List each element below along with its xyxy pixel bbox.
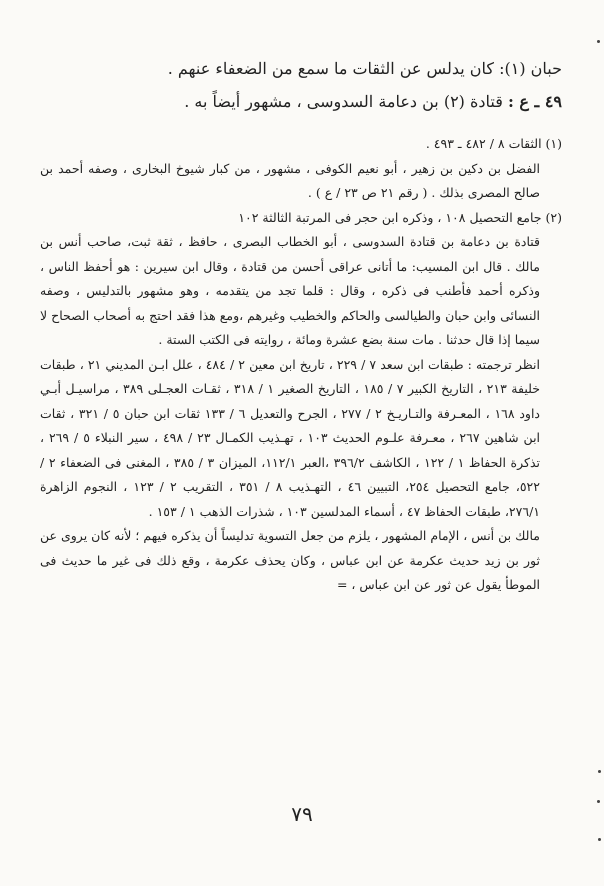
main-text [40, 52, 562, 118]
footnote-2-sources: انظر ترجمته : طبقات ابن سعد ٧ / ٢٢٩ ، تاريخ ابن معين ٢ / ٤٨٤ ، علل ابـن المديني ٢١ ، طبقات خليفة ٢١٣ ، التاريخ الكبير ٧ / ١٨٥ ، التاريخ الصغير ١ / ٣١٨ ، ثقـات العجـلى ٣٨٩ ، مراسيـل أبـي داود ١٦٨ ، المعـرفة والتـاريـخ ٢ / ٢٧٧ ، الجرح والتعديل ٦ / ١٣٣ ثقات ابن حبان ٥ / ٣٢١ ، ثقات ابن شاهين ٢٦٧ ، معـرفة علـوم الحديث ١٠٣ ، تهـذيب الكمـال ٢٣ / ٤٩٨ ، سير النبلاء ٥ / ٢٦٩ ، تذكرة الحفاظ ١ / ١٢٢ ، الكاشف ٣٩٦/٢ ،العبر ١١٢/١، الميزان ٣ / ٣٨٥ ، المغنى فى الضعفاء ٢ / ٥٢٢، جامع التحصيل ٢٥٤، التبيين ٤٦ ، التهـذيب ٨ / ٣٥١ ، التقريب ٢ / ١٢٣ ، النجوم الزاهرة ٢٧٦/١، طبقات الحفاظ ٤٧ ، أسماء المدلسين ١٠٣ ، شذرات الذهب ١ / ١٥٣ . [40, 356, 541, 519]
entry-text: قتادة (٢) بن دعامة السدوسى ، مشهور أيضاً به . [184, 92, 503, 111]
footnote-2-bio: قتادة بن دعامة بن قتادة السدوسى ، أبو الخطاب البصرى ، حافظ ، ثقة ثبت، صاحب أنس بن مالك . قال ابن المسيب: ما أتانى عراقى أحسن من قتادة ، وقال ابن سيرين : هو أحفظ الناس ، وذكره أحمد فأطنب فى ذكره ، وقال : قلما تجد من يتقدمه ، وهو مشهور بالتدليس ، وصفه النسائى وابن حبان والطيالسى والحاكم والخطيب وغيرهم ،ومع هذا فقد احتج به أصحاب الصحاح لا سيما إذا قال حدثنا . مات سنة بضع عشرة ومائة ، روايته فى الكتب الستة . [40, 234, 540, 347]
margin-mark [598, 770, 601, 773]
main-line-1: حبان (١): كان يدلس عن الثقات ما سمع من الضعفاء عنهم . [167, 59, 562, 78]
footnote-2: (٢) جامع التحصيل ١٠٨ ، وذكره ابن حجر فى المرتبة الثالثة ١٠٢ [238, 209, 562, 225]
footnote-1-note: الفضل بن دكين بن زهير ، أبو نعيم الكوفى ، مشهور ، من كبار شيوخ البخارى ، وصفه أحمد بن صالح المصرى بذلك . ( رقم ٢١ ص ٢٣ / ع ) . [40, 160, 540, 200]
margin-mark [597, 40, 600, 43]
entry-number: ٤٩ ـ ع : [507, 92, 562, 111]
page-body [40, 52, 562, 598]
entry-49 [40, 85, 562, 118]
page-number: ٧٩ [291, 802, 313, 826]
footnote-1: (١) الثقات ٨ / ٤٨٢ ـ ٤٩٣ . [425, 136, 562, 151]
margin-mark [598, 838, 601, 841]
footnotes [40, 132, 562, 598]
margin-mark [597, 800, 600, 803]
footnote-2-malik: مالك بن أنس ، الإمام المشهور ، يلزم من جعل التسوية تدليساً أن يذكره فيهم ؛ لأنه كان يروى عن ثور بن زيد حديث عكرمة عن ابن عباس ، وكان يحذف عكرمة ، وقع ذلك فى غير ما حديث فى الموطأ يقول عن ثور عن ابن عباس ، = [40, 528, 540, 592]
